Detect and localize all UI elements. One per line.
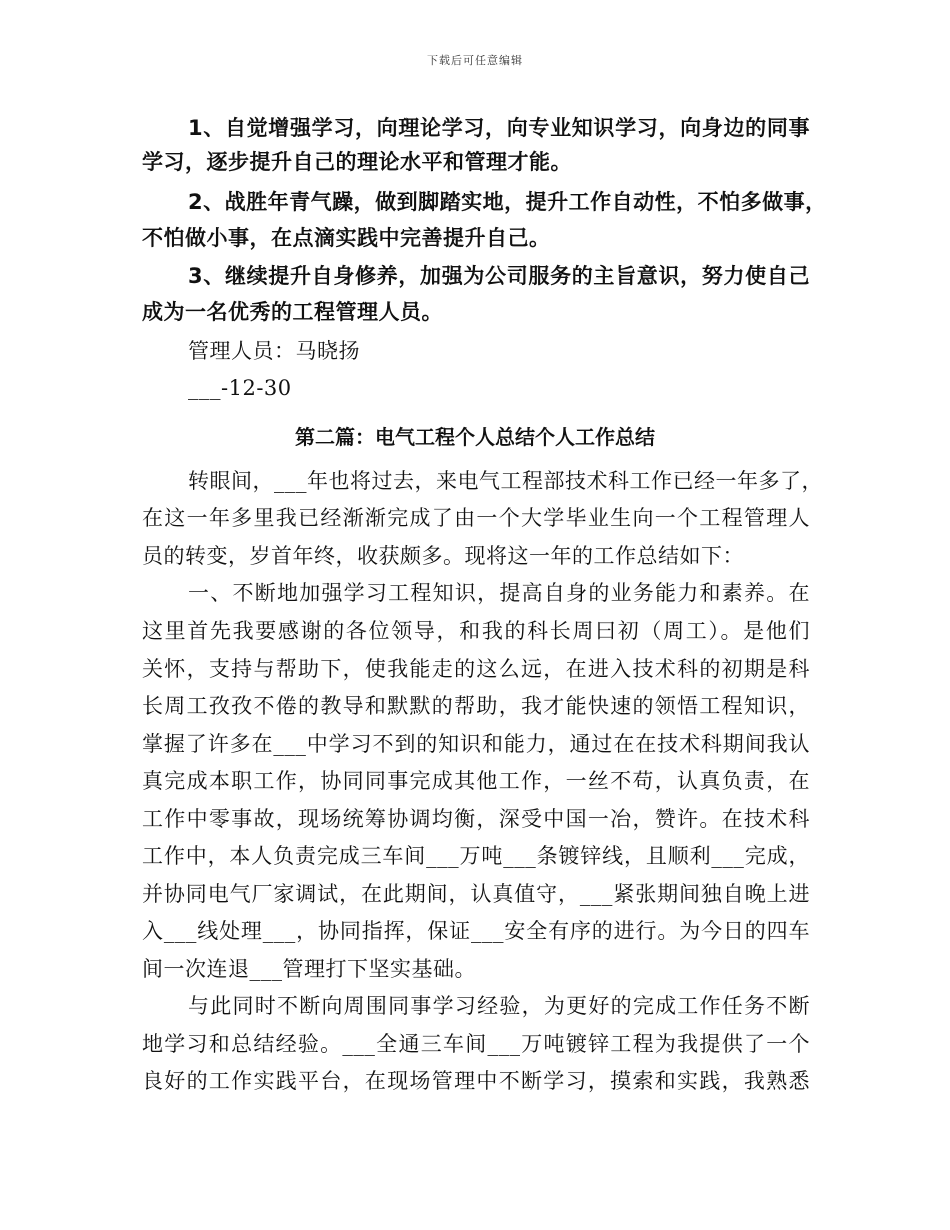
section-title: 第二篇：电气工程个人总结个人工作总结 — [295, 425, 655, 449]
body-line-4: 一、不断地加强学习工程知识，提高自身的业务能力和素养。在 — [188, 581, 810, 605]
page-header: 下载后可任意编辑 — [427, 54, 523, 67]
body-line-14: 间一次连退___管理打下坚实基础。 — [142, 957, 476, 981]
body-line-11: 工作中，本人负责完成三车间___万吨___条镀锌线，且顺利___完成， — [142, 844, 810, 868]
item2-line2: 不怕做小事，在点滴实践中完善提升自己。 — [142, 226, 551, 250]
body-line-8: 掌握了许多在___中学习不到的知识和能力，通过在在技术科期间我认 — [142, 732, 810, 756]
item3-line1: 3、继续提升自身修养，加强为公司服务的主旨意识，努力使自己 — [188, 264, 810, 288]
body-line-3: 员的转变，岁首年终，收获颇多。现将这一年的工作总结如下： — [142, 544, 744, 568]
body-line-15: 与此同时不断向周围同事学习经验，为更好的完成工作任务不断 — [188, 994, 810, 1018]
item3-line2: 成为一名优秀的工程管理人员。 — [142, 300, 443, 324]
body-line-13: 入___线处理___，协同指挥，保证___安全有序的进行。为今日的四车 — [142, 919, 810, 943]
body-line-9: 真完成本职工作，协同同事完成其他工作，一丝不苟，认真负责，在 — [142, 769, 810, 793]
item2-line1: 2、战胜年青气躁，做到脚踏实地，提升工作自动性，不怕多做事， — [188, 190, 827, 214]
body-line-7: 长周工孜孜不倦的教导和默默的帮助，我才能快速的领悟工程知识， — [142, 694, 810, 718]
body-line-6: 关怀，支持与帮助下，使我能走的这么远，在进入技术科的初期是科 — [142, 657, 810, 681]
body-line-5: 这里首先我要感谢的各位领导，和我的科长周曰初（周工）。是他们 — [142, 619, 810, 643]
body-line-10: 工作中零事故，现场统筹协调均衡，深受中国一冶，赞许。在技术科 — [142, 807, 810, 831]
body-line-17: 良好的工作实践平台，在现场管理中不断学习，摸索和实践，我熟悉 — [142, 1069, 810, 1093]
item1-line1: 1、自觉增强学习，向理论学习，向专业知识学习，向身边的同事 — [188, 116, 810, 140]
body-line-16: 地学习和总结经验。___全通三车间___万吨镀锌工程为我提供了一个 — [142, 1032, 810, 1056]
signature: 管理人员：马晓扬 — [188, 339, 360, 363]
body-line-2: 在这一年多里我已经渐渐完成了由一个大学毕业生向一个工程管理人 — [142, 506, 810, 530]
item1-line2: 学习，逐步提升自己的理论水平和管理才能。 — [142, 150, 572, 174]
date: ___-12-30 — [188, 376, 292, 400]
body-line-12: 并协同电气厂家调试，在此期间，认真值守，___紧张期间独自晚上进 — [142, 882, 810, 906]
body-line-1: 转眼间，___年也将过去，来电气工程部技术科工作已经一年多了， — [188, 469, 823, 493]
